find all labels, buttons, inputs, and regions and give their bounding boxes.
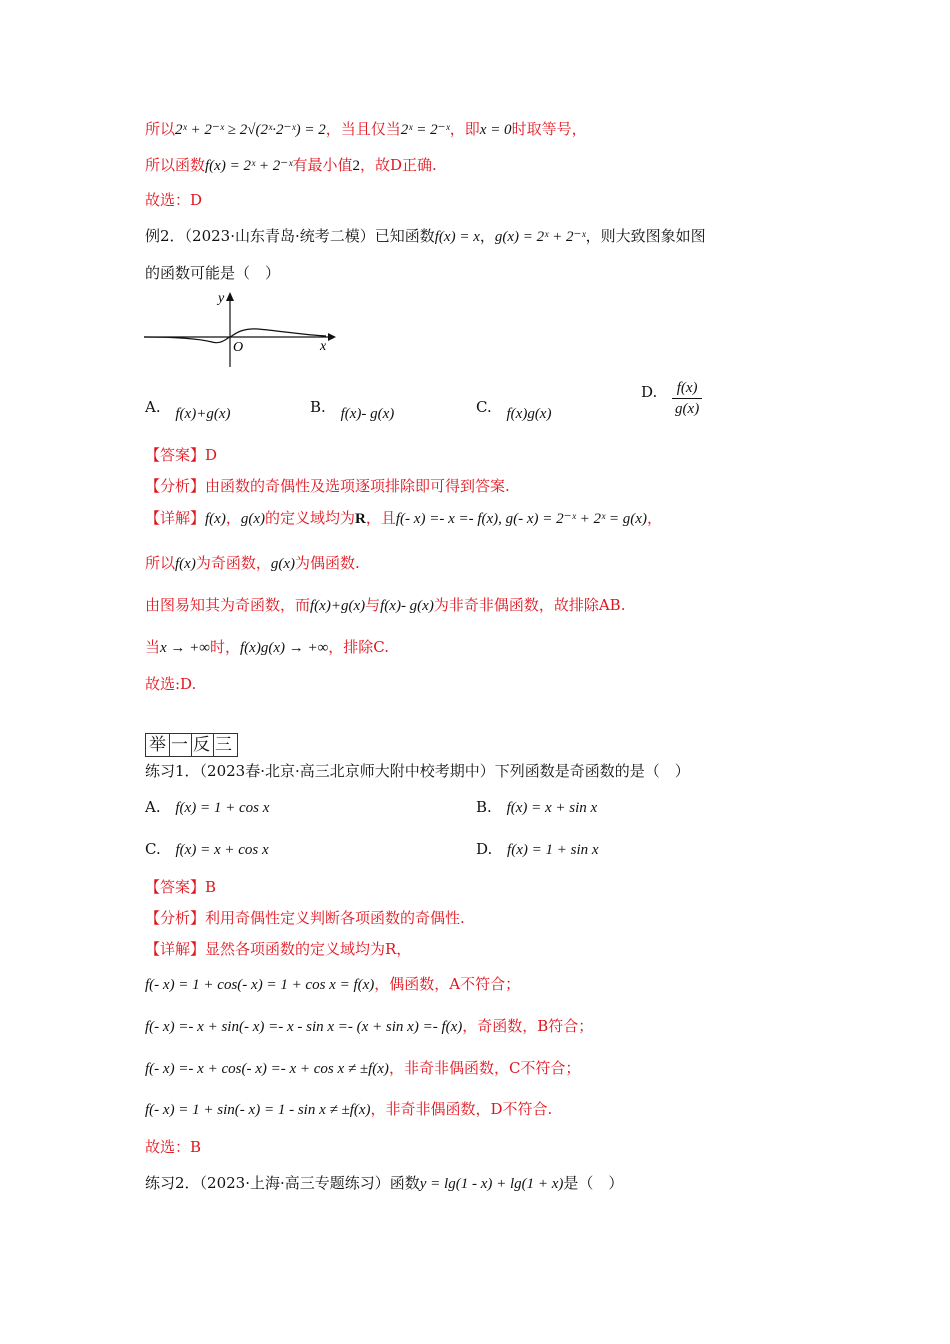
exercise1-option-d[interactable] [476,839,599,860]
y-label: y [218,291,225,306]
math-expression: f(- x) =- x + cos(- x) =- x + cos x ≠ ±f(x) [145,1061,389,1077]
text: 由图易知其为奇函数，而 [145,596,311,614]
math-expression: f(- x) = 1 + sin(- x) = 1 - sin x ≠ ±f(x) [145,1102,371,1118]
prev-conclusion: 故选：D [145,191,203,209]
math-expression: f(- x) = 1 + cos(- x) = 1 + cos x = f(x) [145,977,375,993]
text: 是（ ） [563,1174,624,1192]
math-expression: x = 0 [479,122,512,138]
origin-label: O [233,340,244,355]
math-expression: R [355,511,366,527]
text: ，非奇非偶函数，D不符合. [370,1100,553,1118]
exercise1-title: 练习1．（2023春·北京·高三北京师大附中校考期中）下列函数是奇函数的是（ ） [145,762,690,780]
text: 为偶函数. [295,554,360,572]
exercise1-step-3 [145,1058,580,1079]
example2-answer: 【答案】D [145,446,218,464]
math-expression: f(x) = 1 + cos x [175,800,270,816]
text: 有最小值 [292,156,353,174]
exercise1-option-b[interactable] [476,797,597,818]
math-expression: f(x) [175,556,196,572]
math-expression: f(x)g(x) [506,406,552,422]
text: ，非奇非偶函数，C不符合； [388,1059,581,1077]
text: 为奇函数， [195,554,271,572]
text: ，则大致图象如图 [585,227,706,245]
denominator: g(x) [675,401,700,417]
example2-conclusion: 故选:D. [145,675,197,693]
exercise1-step-2 [145,1016,593,1037]
math-expression: f(x)- g(x) [380,598,434,614]
y-axis-arrow [226,292,234,301]
text: 例2．（2023·山东青岛·统考二模）已知函数 [145,227,435,245]
numerator: f(x) [672,378,702,399]
text: 的定义域均为 [265,509,356,527]
math-expression: f(x)g(x) → +∞ [240,640,329,656]
text: 练习2．（2023·上海·高三专题练习）函数 [145,1174,420,1192]
section-badge [145,733,238,757]
math-expression: f(- x) =- x =- f(x), g(- x) = 2⁻ˣ + 2ˣ = g(x) [395,511,647,527]
text: ， [646,509,662,527]
example2-detail-1 [145,508,662,529]
math-expression: f(x) = x + cos x [175,842,269,858]
option-letter: D. [641,382,658,401]
badge-char: 三 [215,735,234,755]
option-letter: A. [145,398,161,416]
math-expression: g(x) [270,556,296,572]
math-expression: f(x) = 2ˣ + 2⁻ˣ [205,158,293,174]
fraction [672,378,702,419]
x-label: x [320,339,327,354]
math-expression: f(x) [205,511,226,527]
option-letter: C. [145,840,161,858]
example2-analysis: 【分析】由函数的奇偶性及选项逐项排除即可得到答案. [145,477,510,495]
text: ，奇函数，B符合； [462,1017,594,1035]
badge-char: 反 [193,735,212,755]
math-expression: g(x) = 2ˣ + 2⁻ˣ [494,229,586,245]
math-expression: f(x) = x + sin x [506,800,598,816]
text: ，当且仅当 [325,120,401,138]
text: ， [479,227,495,245]
text: 【详解】 [145,509,206,527]
option-a[interactable] [145,397,231,422]
text: 与 [365,596,381,614]
x-axis-arrow [328,333,336,341]
math-expression: f(x)+g(x) [175,406,231,422]
option-letter: D. [476,840,493,858]
example2-detail-2 [145,553,360,574]
example2-detail-3 [145,595,625,616]
prev-line-2 [145,155,437,176]
option-letter: A. [145,798,161,816]
prev-line-1 [145,119,587,140]
math-expression: f(- x) =- x + sin(- x) =- x - sin x =- (x + sin x) =- f(x) [145,1019,463,1035]
text: 当 [145,638,161,656]
option-letter: C. [476,398,492,416]
math-expression: y = lg(1 - x) + lg(1 + x) [419,1176,564,1192]
example2-title-line2: 的函数可能是（ ） [145,264,281,282]
exercise1-step-4 [145,1099,552,1120]
text: ，排除C. [328,638,390,656]
exercise1-option-a[interactable] [145,797,269,818]
math-expression: f(x)+g(x) [310,598,366,614]
example2-detail-4 [145,637,389,658]
text: 为非奇非偶函数，故排除AB. [433,596,626,614]
exercise1-detail: 【详解】显然各项函数的定义域均为R， [145,940,412,958]
math-expression: f(x) = x [434,229,480,245]
text: ，即 [449,120,480,138]
text: 时取等号， [511,120,587,138]
text: ， [225,509,241,527]
exercise2-title [145,1173,623,1194]
badge-char: 举 [149,735,168,755]
text: ，且 [365,509,396,527]
math-expression: 2 [352,158,360,174]
option-d[interactable] [641,378,702,419]
math-expression: x → +∞ [160,640,210,656]
example2-title [145,226,706,247]
exercise1-conclusion: 故选：B [145,1138,202,1156]
option-letter: B. [310,398,326,416]
text: 所以 [145,554,176,572]
exercise1-step-1 [145,974,520,995]
text: ，偶函数，A不符合； [374,975,521,993]
math-expression: 2ˣ + 2⁻ˣ ≥ 2√(2ˣ·2⁻ˣ) = 2 [175,122,326,138]
option-b[interactable] [310,397,395,422]
math-expression: g(x) [240,511,266,527]
text: ，故D正确. [359,156,437,174]
option-c[interactable] [476,397,552,422]
text: 所以 [145,120,176,138]
math-expression: 2ˣ = 2⁻ˣ [400,122,450,138]
math-expression: f(x)- g(x) [340,406,395,422]
exercise1-option-c[interactable] [145,839,269,860]
exercise1-analysis: 【分析】利用奇偶性定义判断各项函数的奇偶性. [145,909,465,927]
math-expression: f(x) = 1 + sin x [507,842,599,858]
text: 时， [210,638,241,656]
text: 所以函数 [145,156,206,174]
badge-char: 一 [171,735,190,755]
exercise1-answer: 【答案】B [145,878,217,896]
option-letter: B. [476,798,492,816]
function-graph [140,289,340,371]
